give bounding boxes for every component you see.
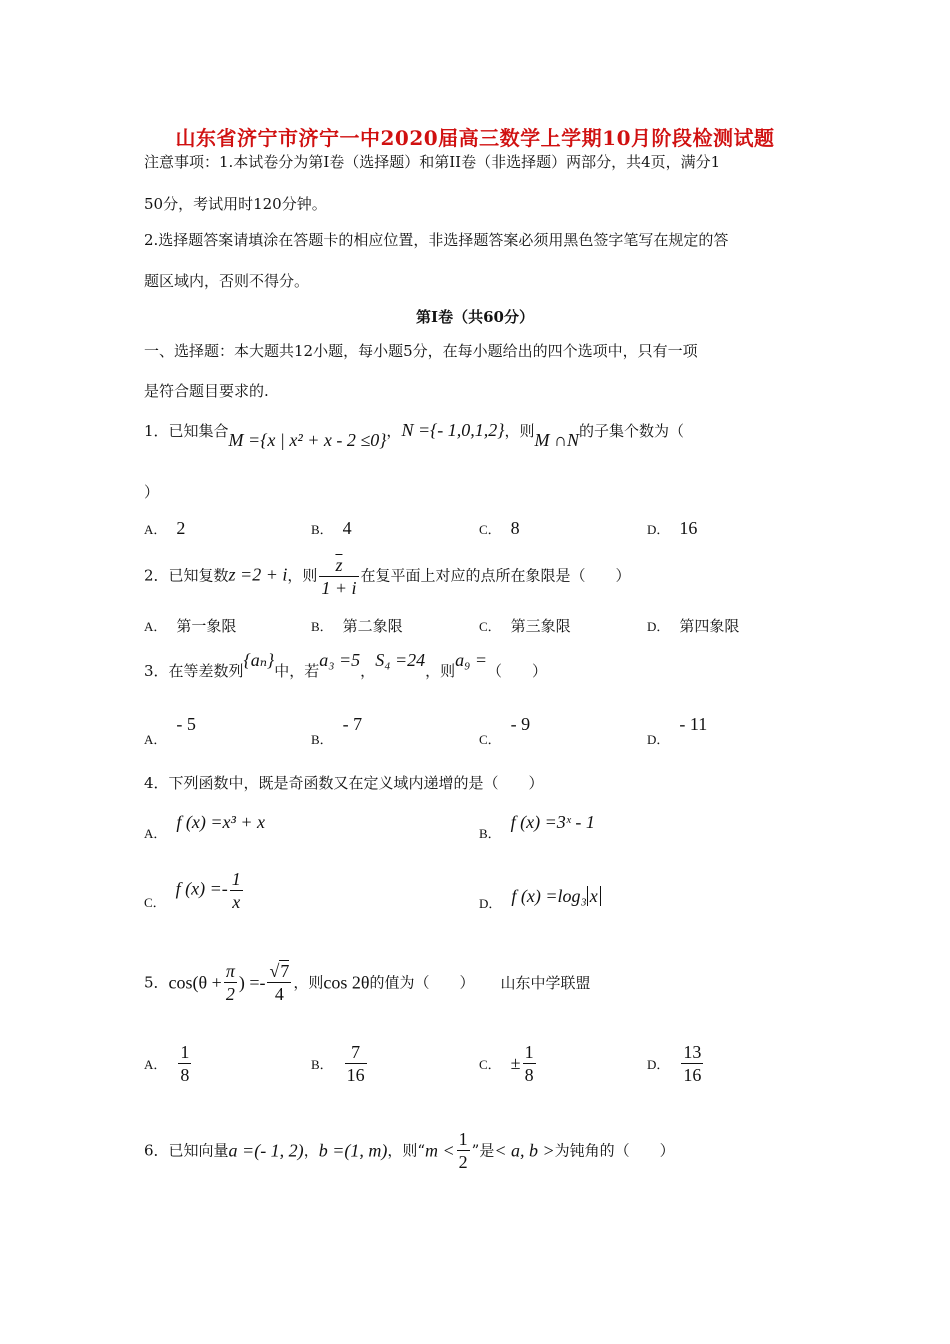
q2-option-a: A． 第一象限 bbox=[144, 617, 237, 635]
q5-source: 山东中学联盟 bbox=[500, 973, 591, 992]
part-intro-line-2: 是符合题目要求的. bbox=[144, 382, 269, 400]
section-title: 第I卷（共60分） bbox=[416, 308, 534, 326]
q6-vector-a: a =(- 1, 2) bbox=[228, 1140, 304, 1161]
q5-option-b: B． $\frac{7}{16}$ bbox=[311, 1042, 365, 1085]
exam-title: 山东省济宁市济宁一中2020届高三数学上学期10月阶段检测试题 bbox=[175, 126, 775, 150]
q2-z: z =2 + i bbox=[228, 564, 288, 585]
q1-set-m: M ={x | x² + x - 2 ≤0} bbox=[228, 430, 387, 450]
q2-option-c: C． 第三象限 bbox=[479, 617, 571, 635]
question-4: 4．下列函数中，既是奇函数又在定义域内递增的是（ ） bbox=[144, 774, 544, 792]
q1-mid: ，则 bbox=[504, 422, 535, 440]
q5-expr: cos 2θ bbox=[323, 972, 370, 993]
q1-option-c: C． 8 bbox=[479, 518, 520, 538]
q4-option-d: D． f (x) =log₃ x bbox=[479, 886, 601, 907]
q1-expr: M ∩N bbox=[534, 430, 579, 450]
q1-prefix: 1．已知集合 bbox=[144, 422, 229, 440]
q1-comma: ， bbox=[386, 422, 402, 440]
q6-angle: < a, b > bbox=[494, 1140, 555, 1161]
q3-seq: {aₙ} bbox=[243, 650, 275, 670]
question-6: 6．已知向量a =(- 1, 2)，b =(1, m)，则“m < $\frac{1}{2}$ ”是< a, b >为钝角的（ ） bbox=[144, 1129, 675, 1172]
notes-line-4: 题区域内，否则不得分。 bbox=[144, 272, 310, 290]
q3-s4: S₄ =24 bbox=[375, 650, 426, 670]
q3-option-c: C．- 9 bbox=[479, 714, 531, 747]
q5-option-c: C． ± $\frac{1}{8}$ bbox=[479, 1042, 534, 1085]
q2-fraction: $\frac{\overline{z}}{1 + i}$ bbox=[321, 555, 357, 598]
question-1 bbox=[144, 420, 685, 450]
q3-a9: a₉ = bbox=[455, 650, 488, 670]
q4-option-a: A．f (x) =x³ + x bbox=[144, 812, 266, 841]
notes-line-3: 2.选择题答案请填涂在答题卡的相应位置，非选择题答案必须用黑色签字笔写在规定的答 bbox=[144, 231, 729, 249]
q1-option-d: D． 16 bbox=[647, 518, 698, 538]
notes-line-2: 50分，考试用时120分钟。 bbox=[144, 195, 327, 213]
part-intro-line-1: 一、选择题：本大题共12小题，每小题5分，在每小题给出的四个选项中，只有一项 bbox=[144, 342, 698, 360]
question-5: 5．cos(θ + $\frac{\pi}{2}$ ) =- $\frac{√7}{4}$ ，则cos 2θ的值为（ ） 山东中学联盟 bbox=[144, 961, 591, 1004]
q1-suffix: 的子集个数为（ bbox=[579, 422, 685, 440]
q1-option-a: A． 2 bbox=[144, 518, 186, 538]
q1-close: ） bbox=[144, 483, 160, 501]
q1-option-b: B． 4 bbox=[311, 518, 352, 538]
q4-option-b: B．f (x) =3ˣ - 1 bbox=[479, 812, 595, 841]
q2-option-d: D． 第四象限 bbox=[647, 617, 740, 635]
q6-vector-b: b =(1, m) bbox=[318, 1140, 388, 1161]
notes-line-1: 注意事项：1.本试卷分为第I卷（选择题）和第II卷（非选择题）两部分，共4页，满分1 bbox=[144, 153, 721, 171]
q5-option-a: A． $\frac{1}{8}$ bbox=[144, 1042, 190, 1085]
q5-lhs: cos(θ + bbox=[168, 972, 222, 993]
question-2: 2．已知复数z =2 + i，则 $\frac{\overline{z}}{1 + i}$ 在复平面上对应的点所在象限是（ ） bbox=[144, 555, 631, 598]
q3-a3: a₃ =5 bbox=[319, 650, 361, 670]
q3-option-a: A．- 5 bbox=[144, 714, 196, 747]
q3-option-b: B．- 7 bbox=[311, 714, 363, 747]
q5-option-d: D． $\frac{13}{16}$ bbox=[647, 1042, 702, 1085]
q3-option-d: D．- 11 bbox=[647, 714, 708, 747]
q1-set-n: N ={- 1,0,1,2} bbox=[401, 420, 505, 440]
q2-option-b: B． 第二象限 bbox=[311, 617, 403, 635]
question-3: 3．在等差数列{aₙ}中，若a₃ =5，S₄ =24，则a₉ =（ ） bbox=[144, 650, 548, 680]
q4-option-c: C．f (x) =- $\frac{1}{x}$ bbox=[144, 869, 241, 912]
